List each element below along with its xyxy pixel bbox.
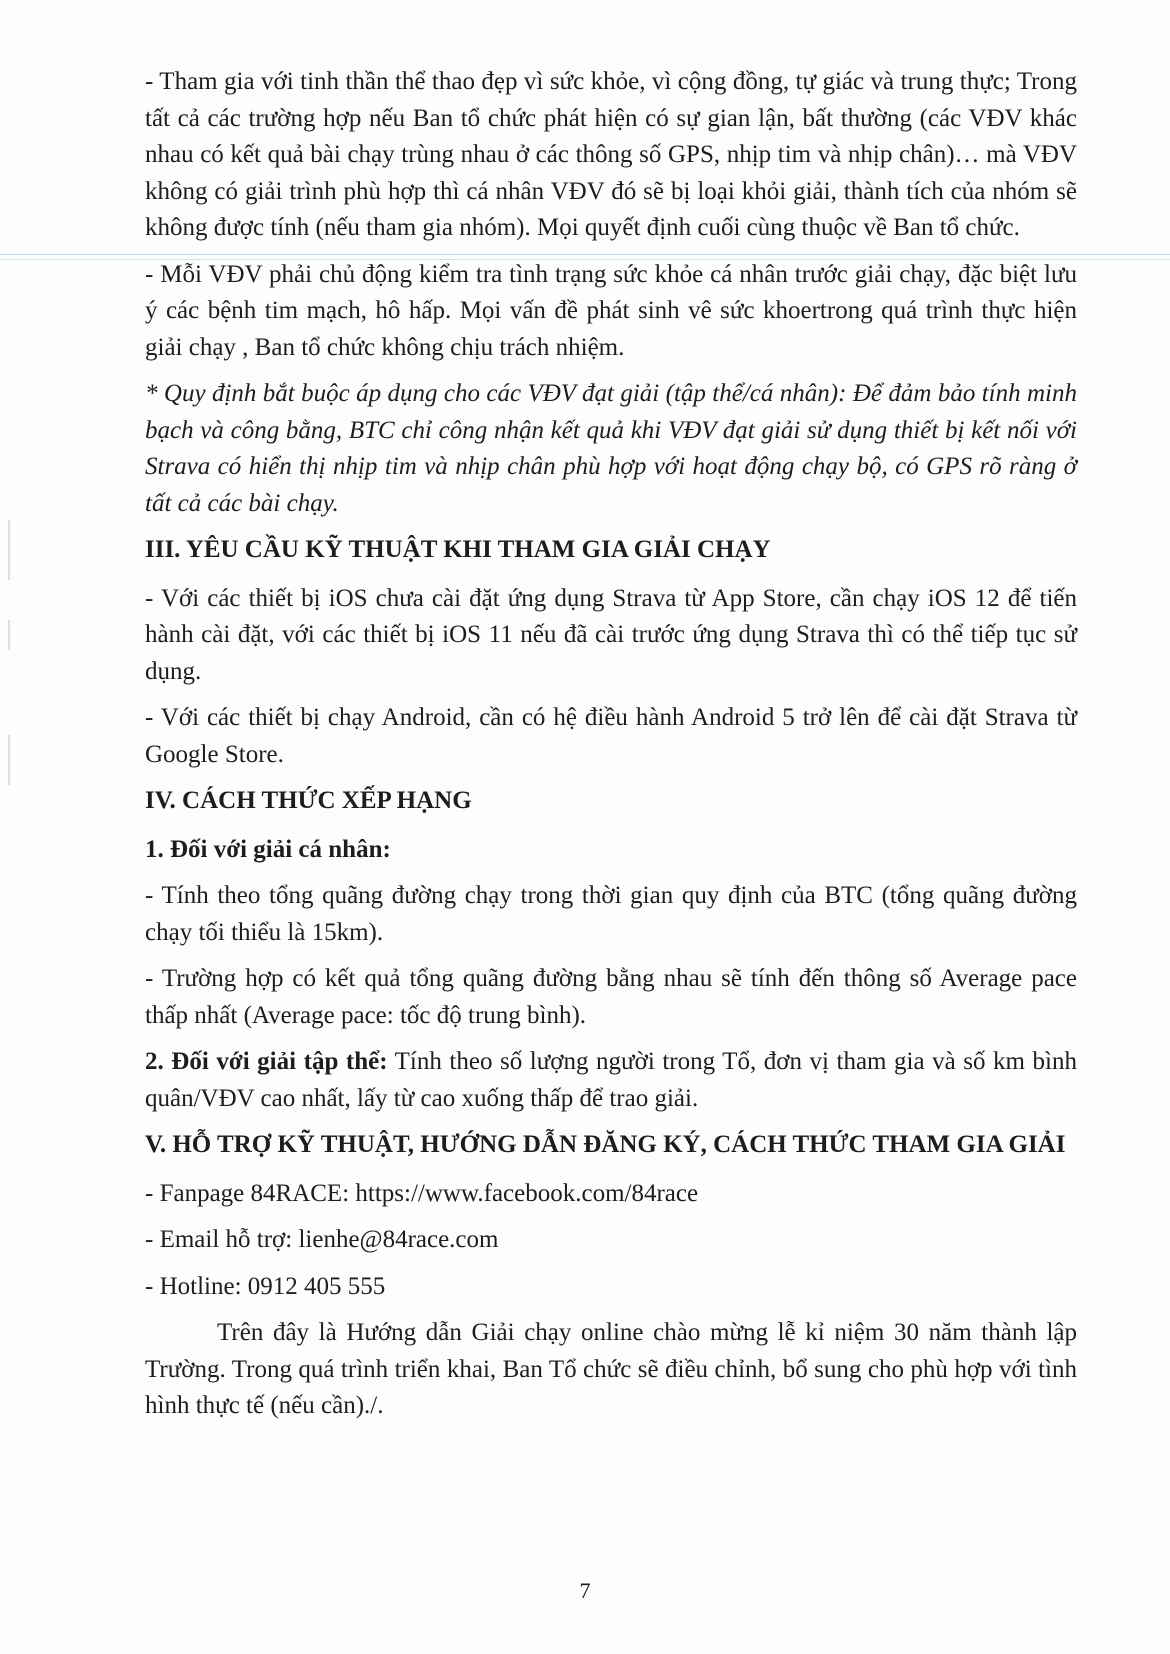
section-4-sub1-item: - Trường hợp có kết quả tổng quãng đường bằng nhau sẽ tính đến thông số Average pace thấp nhất (Average pace: tốc độ trung bình). [145,965,1077,1029]
page-number: 7 [579,1578,591,1603]
fanpage-line: - Fanpage 84RACE: https://www.facebook.com/84race [145,1179,699,1207]
section-3-item-android: - Với các thiết bị chạy Android, cần có hệ điều hành Android 5 trở lên để cài đặt Strava từ Google Store. [145,704,1077,768]
email-line: - Email hỗ trợ: lienhe@84race.com [145,1226,499,1253]
hotline-line: - Hotline: 0912 405 555 [145,1272,386,1300]
section-4-sub1-heading: 1. Đối với giải cá nhân: [145,835,391,863]
section-3-item-ios: - Với các thiết bị iOS chưa cài đặt ứng dụng Strava từ App Store, cần chạy iOS 12 để tiến hành cài đặt, với các thiết bị iOS 11 nếu đã cài trước ứng dụng Strava thì có thể tiếp tục sử dụng. [145,584,1077,685]
section-3-heading: III. YÊU CẦU KỸ THUẬT KHI THAM GIA GIẢI CHẠY [145,536,771,563]
scan-speck [8,735,10,785]
section-5-heading: V. HỖ TRỢ KỸ THUẬT, HƯỚNG DẪN ĐĂNG KÝ, CÁCH THỨC THAM GIA GIẢI [145,1131,1066,1158]
section-4-sub1-item: - Tính theo tổng quãng đường chạy trong thời gian quy định của BTC (tổng quãng đường chạy tối thiểu là 15km). [145,882,1077,946]
section-4-sub2-text: Tính theo số lượng người trong Tổ, đơn vị tham gia và số km bình quân/VĐV cao nhất, lấy từ cao xuống thấp để trao giải. [145,1048,1077,1112]
document-body [145,64,1077,1435]
section-4-heading: IV. CÁCH THỨC XẾP HẠNG [145,787,472,814]
paragraph-health-check: - Mỗi VĐV phải chủ động kiểm tra tình trạng sức khỏe cá nhân trước giải chạy, đặc biệt lưu ý các bệnh tim mạch, hô hấp. Mọi vấn đề phát sinh vê sức khoertrong quá trình thực hiện giải chạy , Ban tổ chức không chịu trách nhiệm. [145,260,1077,361]
mandatory-rule-note: * Quy định bắt buộc áp dụng cho các VĐV đạt giải (tập thể/cá nhân): Để đảm bảo tính minh bạch và công bằng, BTC chỉ công nhận kết quả khi VĐV đạt giải sử dụng thiết bị kết nối với Strava có hiển thị nhịp tim và nhịp chân phù hợp với hoạt động chạy bộ, có GPS rõ ràng ở tất cả các bài chạy. [145,380,1077,517]
scan-speck [8,520,10,580]
closing-paragraph: Trên đây là Hướng dẫn Giải chạy online chào mừng lễ kỉ niệm 30 năm thành lập Trường. Trong quá trình triển khai, Ban Tổ chức sẽ điều chỉnh, bổ sung cho phù hợp với tình hình thực tế (nếu cần)./. [145,1319,1077,1419]
section-4-sub2-heading: 2. Đối với giải tập thể: [145,1048,388,1075]
scan-speck [8,620,10,650]
section-4-sub2-paragraph [145,1044,1077,1117]
paragraph-fair-play: - Tham gia với tinh thần thể thao đẹp vì sức khỏe, vì cộng đồng, tự giác và trung thực; Trong tất cả các trường hợp nếu Ban tổ chức phát hiện có sự gian lận, bất thường (các VĐV khác nhau có kết quả bài chạy trùng nhau ở các thông số GPS, nhịp tim và nhịp chân)… mà VĐV không có giải trình phù hợp thì cá nhân VĐV đó sẽ bị loại khỏi giải, thành tích của nhóm sẽ không được tính (nếu tham gia nhóm). Mọi quyết định cuối cùng thuộc về Ban tổ chức. [145,68,1077,241]
